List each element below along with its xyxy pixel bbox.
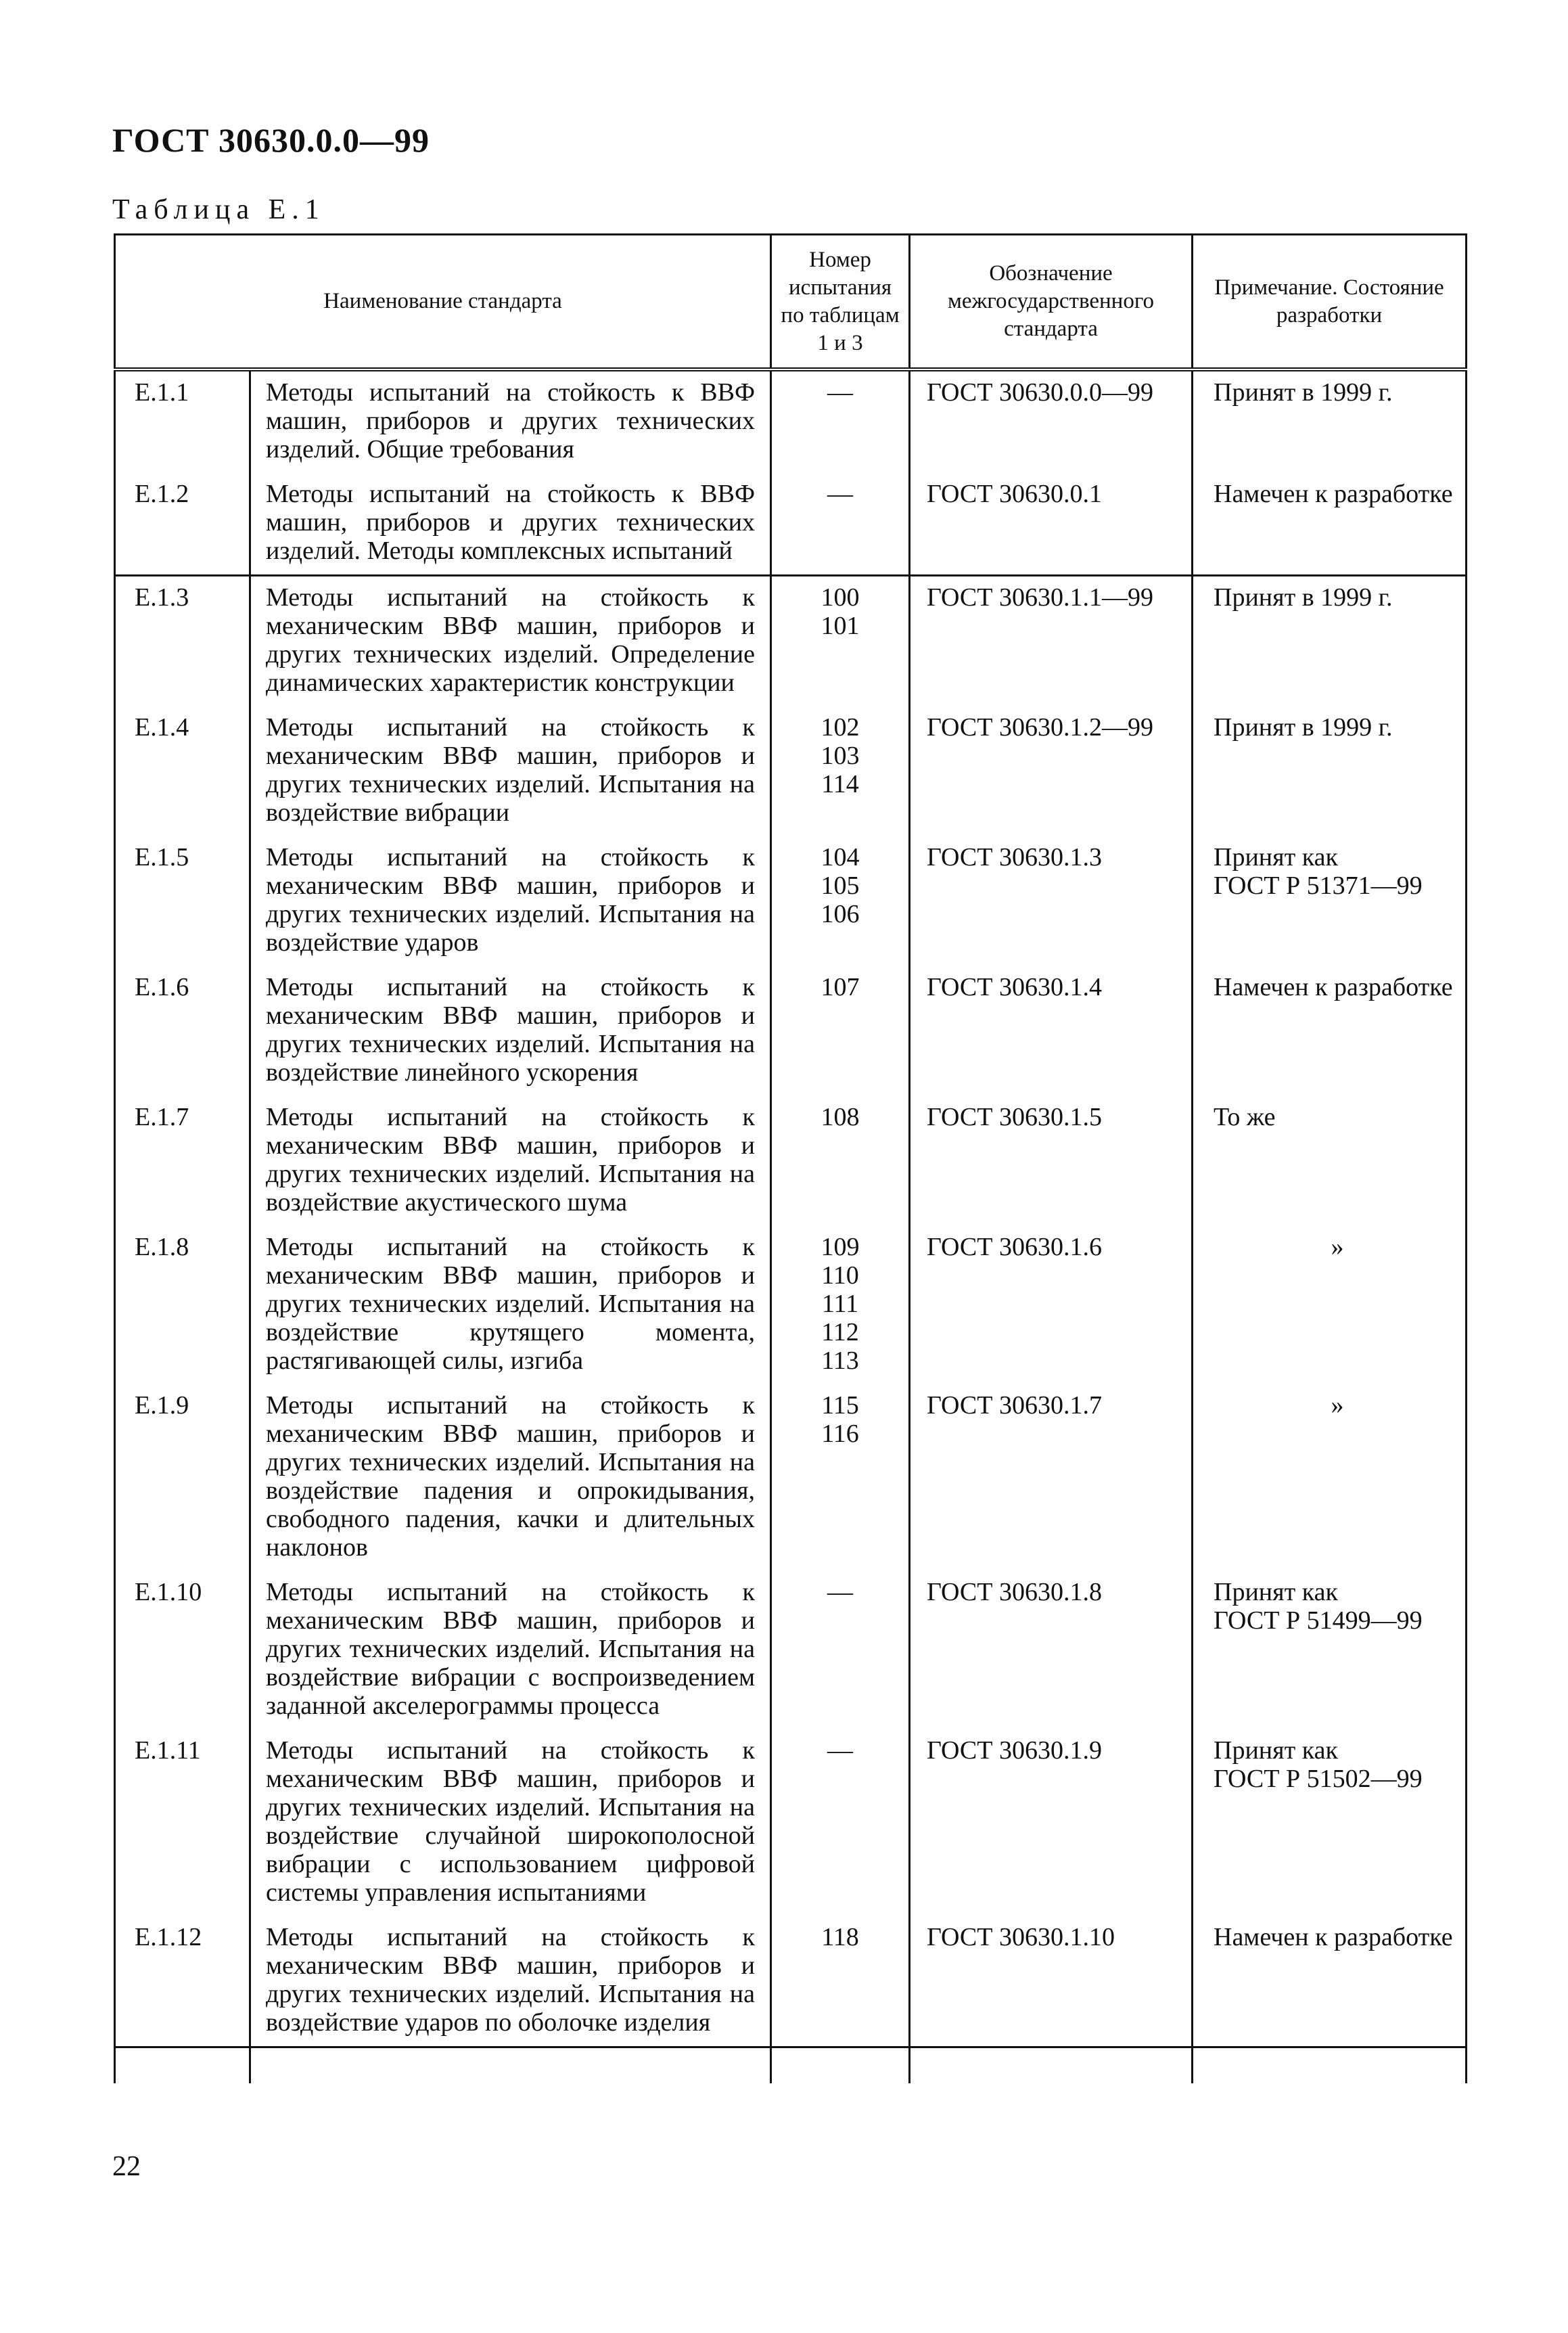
development-note: Принят в 1999 г. bbox=[1193, 576, 1467, 707]
table-row bbox=[115, 836, 1467, 966]
development-note: То же bbox=[1193, 1096, 1467, 1226]
test-numbers: 109 110 111 112 113 bbox=[771, 1226, 910, 1384]
test-numbers: 104 105 106 bbox=[771, 836, 910, 966]
standard-name: Методы испытаний на стойкость к ВВФ машин, приборов и других технических изделий. Общие требования bbox=[250, 369, 771, 473]
development-note: Намечен к разработке bbox=[1193, 473, 1467, 576]
table-row bbox=[115, 1729, 1467, 1916]
standard-name: Методы испытаний на стойкость к ВВФ машин, приборов и других технических изделий. Методы комплексных испытаний bbox=[250, 473, 771, 576]
table-body bbox=[115, 369, 1467, 2083]
standards-table bbox=[114, 233, 1465, 2083]
gost-designation: ГОСТ 30630.1.8 bbox=[910, 1571, 1193, 1729]
standard-name: Методы испытаний на стойкость к механическим ВВФ машин, приборов и других технических изделий. Испытания на воздействие вибрации bbox=[250, 706, 771, 836]
test-numbers: — bbox=[771, 1729, 910, 1916]
row-number: Е.1.4 bbox=[115, 706, 250, 836]
table-continuation-row bbox=[115, 2047, 1467, 2084]
column-header-name: Наименование стандарта bbox=[115, 235, 771, 370]
table-row bbox=[115, 369, 1467, 473]
row-number: Е.1.1 bbox=[115, 369, 250, 473]
gost-designation: ГОСТ 30630.1.3 bbox=[910, 836, 1193, 966]
row-number: Е.1.5 bbox=[115, 836, 250, 966]
row-number: Е.1.6 bbox=[115, 966, 250, 1096]
table-caption: Таблица Е.1 bbox=[112, 194, 325, 225]
table-row bbox=[115, 1384, 1467, 1571]
standard-name: Методы испытаний на стойкость к механическим ВВФ машин, приборов и других технических изделий. Определение динамических характеристик конструкции bbox=[250, 576, 771, 707]
standard-name: Методы испытаний на стойкость к механическим ВВФ машин, приборов и других технических изделий. Испытания на воздействие ударов bbox=[250, 836, 771, 966]
gost-designation: ГОСТ 30630.1.6 bbox=[910, 1226, 1193, 1384]
test-numbers: — bbox=[771, 1571, 910, 1729]
standard-name: Методы испытаний на стойкость к механическим ВВФ машин, приборов и других технических изделий. Испытания на воздействие случайной широкополосной вибрации с использованием цифровой системы управления испытаниями bbox=[250, 1729, 771, 1916]
development-note: Принят в 1999 г. bbox=[1193, 369, 1467, 473]
empty-cell bbox=[115, 2047, 250, 2084]
table-header-row bbox=[115, 235, 1467, 370]
standard-name: Методы испытаний на стойкость к механическим ВВФ машин, приборов и других технических изделий. Испытания на воздействие крутящего момента, растягивающей силы, изгиба bbox=[250, 1226, 771, 1384]
row-number: Е.1.2 bbox=[115, 473, 250, 576]
test-numbers: — bbox=[771, 473, 910, 576]
development-note: » bbox=[1193, 1226, 1467, 1384]
gost-designation: ГОСТ 30630.1.4 bbox=[910, 966, 1193, 1096]
development-note: Намечен к разработке bbox=[1193, 1916, 1467, 2047]
column-header-designation: Обозначение межгосударственного стандарта bbox=[910, 235, 1193, 370]
standard-name: Методы испытаний на стойкость к механическим ВВФ машин, приборов и других технических изделий. Испытания на воздействие линейного ускорения bbox=[250, 966, 771, 1096]
empty-cell bbox=[771, 2047, 910, 2084]
table-row bbox=[115, 1916, 1467, 2047]
gost-designation: ГОСТ 30630.0.0—99 bbox=[910, 369, 1193, 473]
row-number: Е.1.11 bbox=[115, 1729, 250, 1916]
row-number: Е.1.9 bbox=[115, 1384, 250, 1571]
table-row bbox=[115, 706, 1467, 836]
development-note: Намечен к разработке bbox=[1193, 966, 1467, 1096]
empty-cell bbox=[250, 2047, 771, 2084]
table-row bbox=[115, 1226, 1467, 1384]
column-header-note: Примечание. Состояние разработки bbox=[1193, 235, 1467, 370]
empty-cell bbox=[910, 2047, 1193, 2084]
document-header: ГОСТ 30630.0.0—99 bbox=[112, 121, 430, 159]
development-note: » bbox=[1193, 1384, 1467, 1571]
test-numbers: 102 103 114 bbox=[771, 706, 910, 836]
test-numbers: 100 101 bbox=[771, 576, 910, 707]
test-numbers: 108 bbox=[771, 1096, 910, 1226]
standard-name: Методы испытаний на стойкость к механическим ВВФ машин, приборов и других технических изделий. Испытания на воздействие вибрации с воспроизведением заданной акселерограммы процесса bbox=[250, 1571, 771, 1729]
gost-designation: ГОСТ 30630.1.1—99 bbox=[910, 576, 1193, 707]
gost-designation: ГОСТ 30630.1.7 bbox=[910, 1384, 1193, 1571]
development-note: Принят как ГОСТ Р 51502—99 bbox=[1193, 1729, 1467, 1916]
test-numbers: 118 bbox=[771, 1916, 910, 2047]
test-numbers: 107 bbox=[771, 966, 910, 1096]
row-number: Е.1.10 bbox=[115, 1571, 250, 1729]
table-row bbox=[115, 473, 1467, 576]
test-numbers: 115 116 bbox=[771, 1384, 910, 1571]
gost-designation: ГОСТ 30630.1.9 bbox=[910, 1729, 1193, 1916]
development-note: Принят в 1999 г. bbox=[1193, 706, 1467, 836]
gost-designation: ГОСТ 30630.1.10 bbox=[910, 1916, 1193, 2047]
row-number: Е.1.3 bbox=[115, 576, 250, 707]
gost-designation: ГОСТ 30630.1.2—99 bbox=[910, 706, 1193, 836]
row-number: Е.1.12 bbox=[115, 1916, 250, 2047]
gost-designation: ГОСТ 30630.0.1 bbox=[910, 473, 1193, 576]
table-row bbox=[115, 576, 1467, 707]
standard-name: Методы испытаний на стойкость к механическим ВВФ машин, приборов и других технических изделий. Испытания на воздействие акустического шума bbox=[250, 1096, 771, 1226]
page-number: 22 bbox=[112, 2151, 141, 2182]
standard-name: Методы испытаний на стойкость к механическим ВВФ машин, приборов и других технических изделий. Испытания на воздействие ударов по оболочке изделия bbox=[250, 1916, 771, 2047]
table-row bbox=[115, 1571, 1467, 1729]
test-numbers: — bbox=[771, 369, 910, 473]
table-row bbox=[115, 1096, 1467, 1226]
development-note: Принят как ГОСТ Р 51499—99 bbox=[1193, 1571, 1467, 1729]
table-row bbox=[115, 966, 1467, 1096]
empty-cell bbox=[1193, 2047, 1467, 2084]
row-number: Е.1.8 bbox=[115, 1226, 250, 1384]
row-number: Е.1.7 bbox=[115, 1096, 250, 1226]
gost-designation: ГОСТ 30630.1.5 bbox=[910, 1096, 1193, 1226]
standard-name: Методы испытаний на стойкость к механическим ВВФ машин, приборов и других технических изделий. Испытания на воздействие падения и опрокидывания, свободного падения, качки и длительных наклонов bbox=[250, 1384, 771, 1571]
column-header-test-number: Номер испытания по таблицам 1 и 3 bbox=[771, 235, 910, 370]
development-note: Принят как ГОСТ Р 51371—99 bbox=[1193, 836, 1467, 966]
